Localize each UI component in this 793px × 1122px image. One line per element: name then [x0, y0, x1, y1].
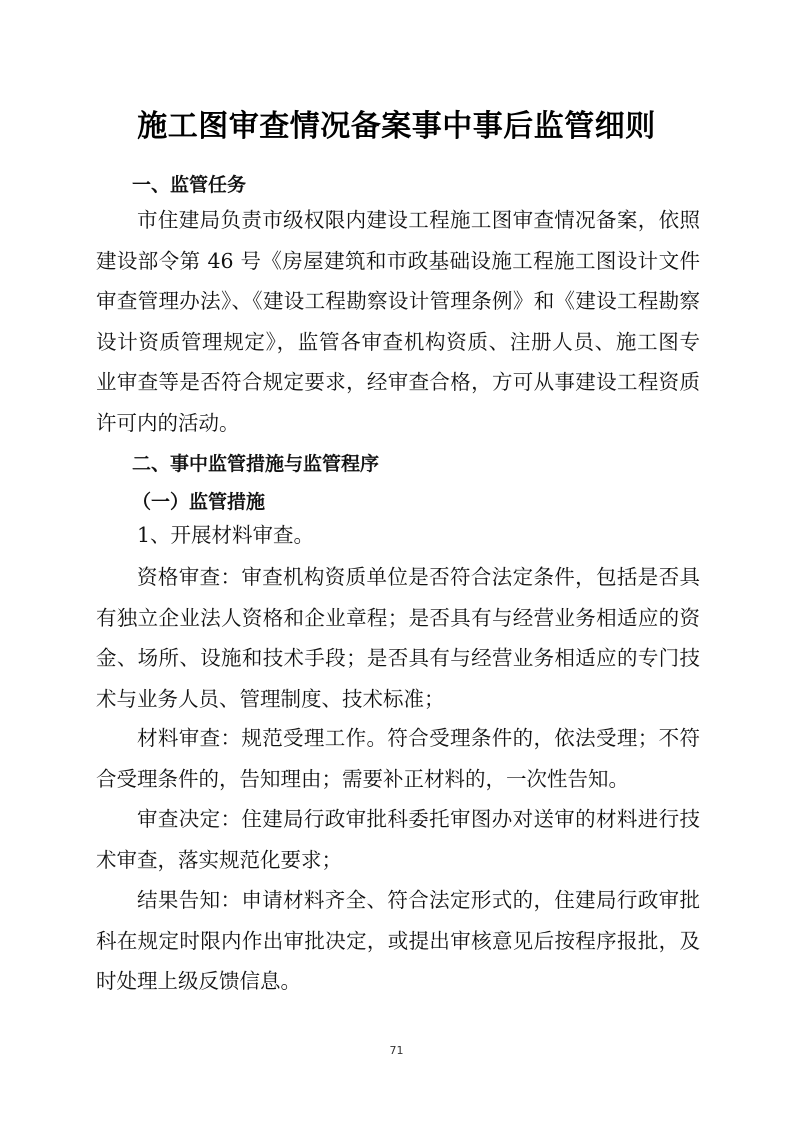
- paragraph-supervision-tasks: 市住建局负责市级权限内建设工程施工图审查情况备案，依照建设部令第 46 号《房屋建筑和市政基础设施工程施工图设计文件审查管理办法》、《建设工程勘察设计管理条例》和《建设工程勘察设计资质管理规定》，监管各审查机构资质、注册人员、施工图专业审查等是否符合规定要求，经审查合格，方可从事建设工程资质许可内的活动。: [96, 208, 700, 435]
- paragraph-material-review: 材料审查：规范受理工作。符合受理条件的，依法受理；不符合受理条件的，告知理由；需要补正材料的，一次性告知。: [96, 726, 700, 791]
- list-item-material-review: 1、开展材料审查。: [137, 523, 315, 547]
- section-heading-in-process-supervision: 二、事中监管措施与监管程序: [132, 453, 380, 475]
- paragraph-qualification-review: 资格审查：审查机构资质单位是否符合法定条件，包括是否具有独立企业法人资格和企业章程；是否具有与经营业务相适应的资金、场所、设施和技术手段；是否具有与经营业务相适应的专门技术与业务人员、管理制度、技术标准；: [96, 565, 700, 711]
- paragraph-review-decision: 审查决定：住建局行政审批科委托审图办对送审的材料进行技术审查，落实规范化要求；: [96, 807, 700, 872]
- section-heading-supervision-tasks: 一、监管任务: [132, 174, 247, 196]
- paragraph-result-notice: 结果告知：申请材料齐全、符合法定形式的，住建局行政审批科在规定时限内作出审批决定，或提出审核意见后按程序报批，及时处理上级反馈信息。: [96, 888, 700, 993]
- document-title: 施工图审查情况备案事中事后监管细则: [137, 109, 656, 144]
- page-number: 71: [389, 1044, 404, 1057]
- subsection-heading-supervision-measures: （一）监管措施: [132, 491, 266, 513]
